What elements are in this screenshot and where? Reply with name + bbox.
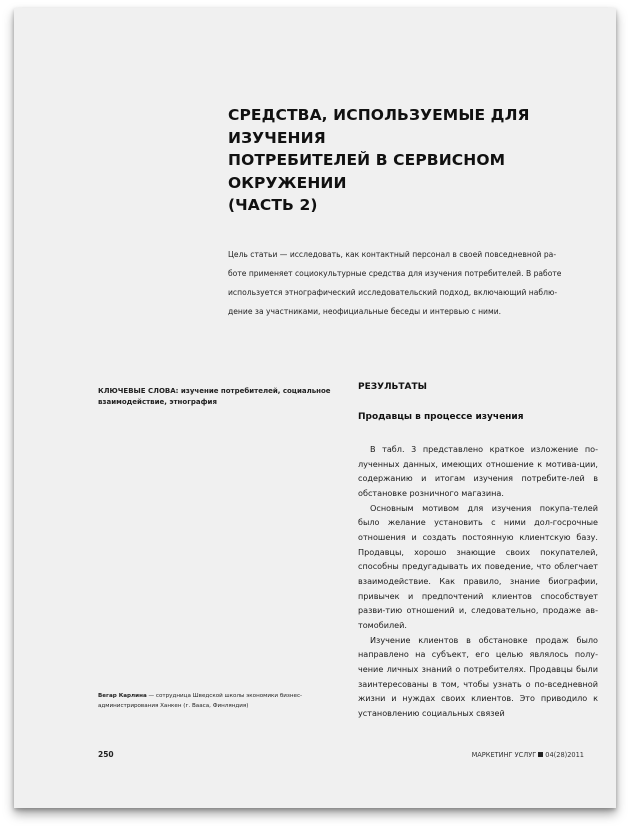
body-paragraph: В табл. 3 представлено краткое изложение по-лученных данных, имеющих отношение к мотива-ции, содержанию и итогам изучения потребите-лей в обстановке розничного магазина. bbox=[358, 444, 598, 498]
keywords-label: КЛЮЧЕВЫЕ СЛОВА: bbox=[98, 387, 179, 395]
journal-issue: 04(28)2011 bbox=[545, 751, 584, 759]
body-paragraph: Изучение клиентов в обстановке продаж было направлено на субъект, его целью являлось полу-чение личных знаний о потребителях. Продавцы были заинтересованы в том, чтобы узнать о по-вседневной жизни и нуждах своих клиентов. Это приводило к установлению социальных связей bbox=[358, 634, 598, 718]
body-text-column bbox=[358, 442, 598, 720]
article-abstract bbox=[228, 245, 600, 321]
author-description: — сотрудница Шведской школы экономики бизнес-администрирования Ханкен (г. Вааса, Финляндия) bbox=[98, 693, 303, 709]
title-line: (ЧАСТЬ 2) bbox=[228, 196, 318, 214]
author-name: Вегар Карлина bbox=[98, 693, 147, 699]
abstract-line: используется этнографический исследовательский подход, включающий наблю- bbox=[228, 288, 558, 297]
body-paragraph: Основным мотивом для изучения покупа-телей было желание установить с ними дол-госрочные отношения и создать постоянную клиентскую базу. Продавцы, хорошо знающие своих покупателей, способны предугадывать их поведение, что облегчает взаимодействие. Как правило, знание биографии, привычек и предпочтений клиентов способствует разви-тию отношений и, следовательно, продаже ав-томобилей. bbox=[358, 502, 598, 630]
square-bullet-icon bbox=[538, 752, 543, 757]
title-line: ПОТРЕБИТЕЛЕЙ В СЕРВИСНОМ ОКРУЖЕНИИ bbox=[228, 151, 506, 192]
section-heading: РЕЗУЛЬТАТЫ bbox=[358, 382, 427, 392]
page-number: 250 bbox=[98, 750, 114, 759]
journal-info bbox=[472, 751, 584, 759]
keywords-block bbox=[98, 386, 336, 408]
abstract-line: боте применяет социокультурные средства для изучения потребителей. В работе bbox=[228, 269, 562, 278]
author-note bbox=[98, 691, 348, 711]
abstract-line: Цель статьи — исследовать, как контактный персонал в своей повседневной ра- bbox=[228, 250, 557, 259]
title-line: СРЕДСТВА, ИСПОЛЬЗУЕМЫЕ ДЛЯ ИЗУЧЕНИЯ bbox=[228, 106, 530, 147]
journal-name: МАРКЕТИНГ УСЛУГ bbox=[471, 751, 537, 759]
subsection-heading: Продавцы в процессе изучения bbox=[358, 412, 524, 422]
abstract-line: дение за участниками, неофициальные беседы и интервью с ними. bbox=[228, 307, 502, 316]
journal-page bbox=[14, 8, 616, 808]
article-title bbox=[228, 104, 608, 217]
keywords-text: изучение потребителей, социальное взаимодействие, этнография bbox=[98, 387, 331, 406]
